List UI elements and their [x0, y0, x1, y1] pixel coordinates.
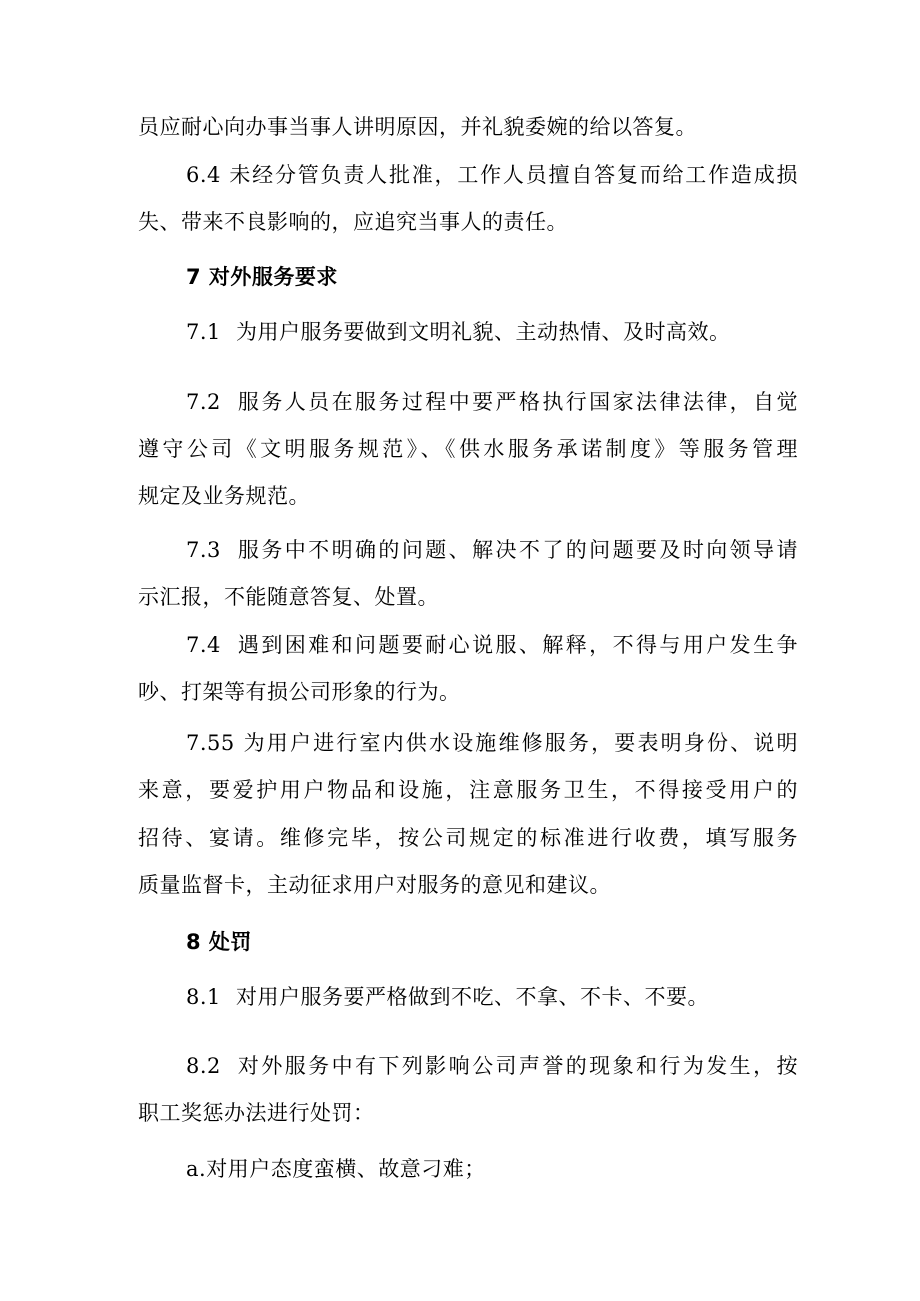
paragraph-7-1 [186, 318, 798, 346]
paragraph-8-2-text-1: 对外服务中有下列影响公司声誉的现象和行为发生，按 [236, 1054, 798, 1078]
paragraph-8-1-text: 对用户服务要严格做到不吃、不拿、不卡、不要。 [236, 985, 709, 1009]
paragraph-7-3-line-1 [186, 536, 798, 564]
paragraph-7-1-number: 7.1 [186, 320, 221, 344]
paragraph-8-2-line-2: 职工奖惩办法进行处罚： [138, 1101, 375, 1125]
paragraph-7-5-line-4: 质量监督卡，主动征求用户对服务的意见和建议。 [138, 873, 611, 897]
paragraph-7-2-line-2: 遵守公司《文明服务规范》、《供水服务承诺制度》等服务管理 [138, 437, 798, 461]
paragraph-7-3-number: 7.3 [186, 538, 221, 562]
paragraph-6-3-tail: 员应耐心向办事当事人讲明原因，并礼貌委婉的给以答复。 [138, 115, 697, 139]
paragraph-8-2-line-1 [186, 1052, 798, 1080]
paragraph-7-2-text-1: 服务人员在服务过程中要严格执行国家法律法律，自觉 [236, 390, 798, 414]
paragraph-7-4-number: 7.4 [186, 633, 221, 657]
paragraph-7-2-line-1 [186, 388, 798, 416]
paragraph-8-1 [186, 983, 798, 1011]
paragraph-6-4-line-2: 失、带来不良影响的，应追究当事人的责任。 [138, 210, 568, 234]
paragraph-7-5-line-2: 来意，要爱护用户物品和设施，注意服务卫生，不得接受用户的 [138, 778, 798, 802]
paragraph-7-5-line-3: 招待、宴请。维修完毕，按公司规定的标准进行收费，填写服务 [138, 826, 798, 850]
section-8-heading: 8 处罚 [186, 930, 252, 954]
paragraph-7-4-text-1: 遇到困难和问题要耐心说服、解释，不得与用户发生争 [236, 633, 798, 657]
section-7-heading: 7 对外服务要求 [186, 265, 338, 289]
paragraph-7-5-line-1: 7.55 为用户进行室内供水设施维修服务，要表明身份、说明 [186, 731, 798, 755]
paragraph-8-2-number: 8.2 [186, 1054, 221, 1078]
paragraph-7-4-line-1 [186, 631, 798, 659]
paragraph-7-3-text-1: 服务中不明确的问题、解决不了的问题要及时向领导请 [236, 538, 798, 562]
paragraph-7-4-line-2: 吵、打架等有损公司形象的行为。 [138, 680, 461, 704]
paragraph-7-1-text: 为用户服务要做到文明礼貌、主动热情、及时高效。 [236, 320, 731, 344]
paragraph-8-1-number: 8.1 [186, 985, 221, 1009]
paragraph-7-3-line-2: 示汇报，不能随意答复、处置。 [138, 585, 439, 609]
paragraph-7-2-line-3: 规定及业务规范。 [138, 484, 310, 508]
paragraph-7-2-number: 7.2 [186, 390, 221, 414]
list-item-a: a.对用户态度蛮横、故意刁难； [186, 1157, 486, 1181]
paragraph-6-4-line-1: 6.4 未经分管负责人批准，工作人员擅自答复而给工作造成损 [186, 163, 798, 187]
